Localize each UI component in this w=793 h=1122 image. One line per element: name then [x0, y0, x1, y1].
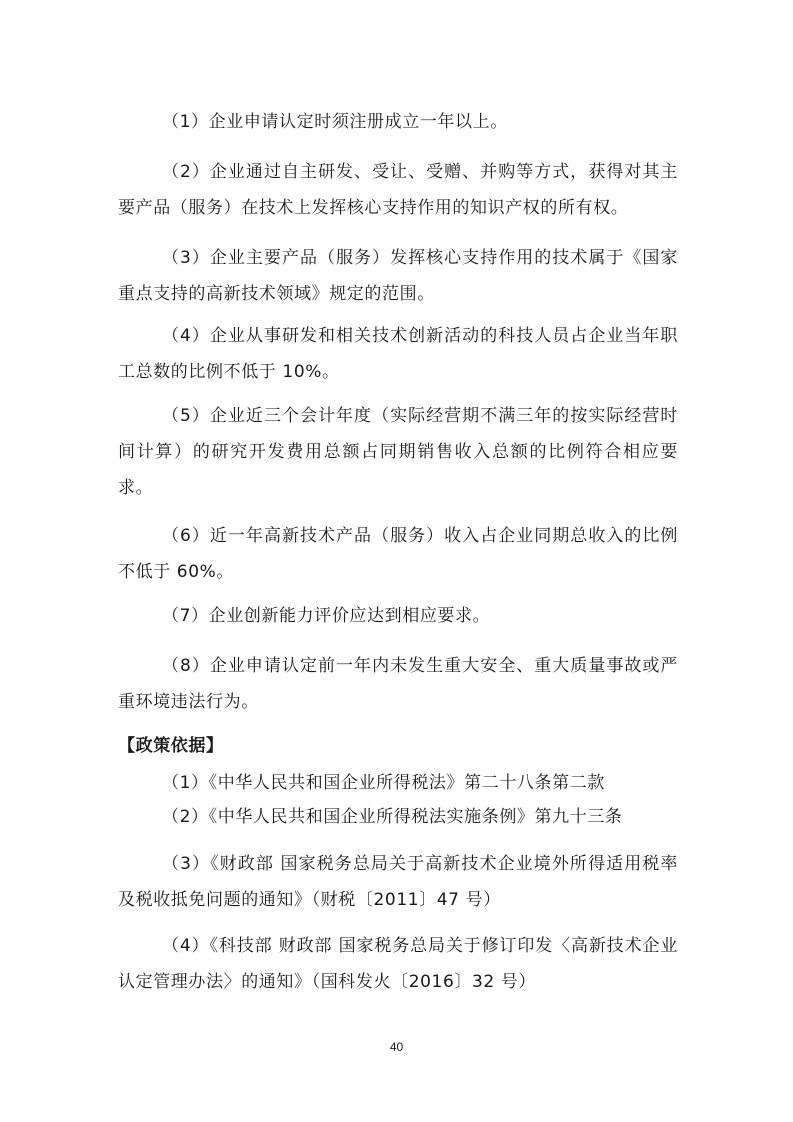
policy-basis-item-3: （3）《财政部 国家税务总局关于高新技术企业境外所得适用税率及税收抵免问题的通知》（财税〔2011〕47 号）: [118, 854, 678, 910]
policy-basis-heading: 【政策依据】: [118, 736, 224, 756]
policy-basis-item-4: （4）《科技部 财政部 国家税务总局关于修订印发〈高新技术企业认定管理办法〉的通知》（国科发火〔2016〕32 号）: [118, 936, 678, 992]
condition-item-1: （1）企业申请认定时须注册成立一年以上。: [162, 112, 508, 132]
condition-item-7: （7）企业创新能力评价应达到相应要求。: [162, 606, 491, 626]
condition-item-8: （8）企业申请认定前一年内未发生重大安全、重大质量事故或严重环境违法行为。: [118, 656, 678, 712]
condition-item-2: （2）企业通过自主研发、受让、受赠、并购等方式，获得对其主要产品（服务）在技术上发挥核心支持作用的知识产权的所有权。: [118, 162, 678, 218]
page-number: 40: [389, 1040, 404, 1054]
policy-basis-item-2: （2）《中华人民共和国企业所得税法实施条例》第九十三条: [162, 807, 623, 827]
condition-item-3: （3）企业主要产品（服务）发挥核心支持作用的技术属于《国家重点支持的高新技术领域》规定的范围。: [118, 248, 678, 304]
condition-item-5: （5）企业近三个会计年度（实际经营期不满三年的按实际经营时间计算）的研究开发费用总额占同期销售收入总额的比例符合相应要求。: [118, 406, 678, 498]
condition-item-6: （6）近一年高新技术产品（服务）收入占企业同期总收入的比例不低于 60%。: [118, 526, 678, 582]
condition-item-4: （4）企业从事研发和相关技术创新活动的科技人员占企业当年职工总数的比例不低于 10%。: [118, 326, 678, 382]
policy-basis-item-1: （1）《中华人民共和国企业所得税法》第二十八条第二款: [162, 773, 605, 793]
